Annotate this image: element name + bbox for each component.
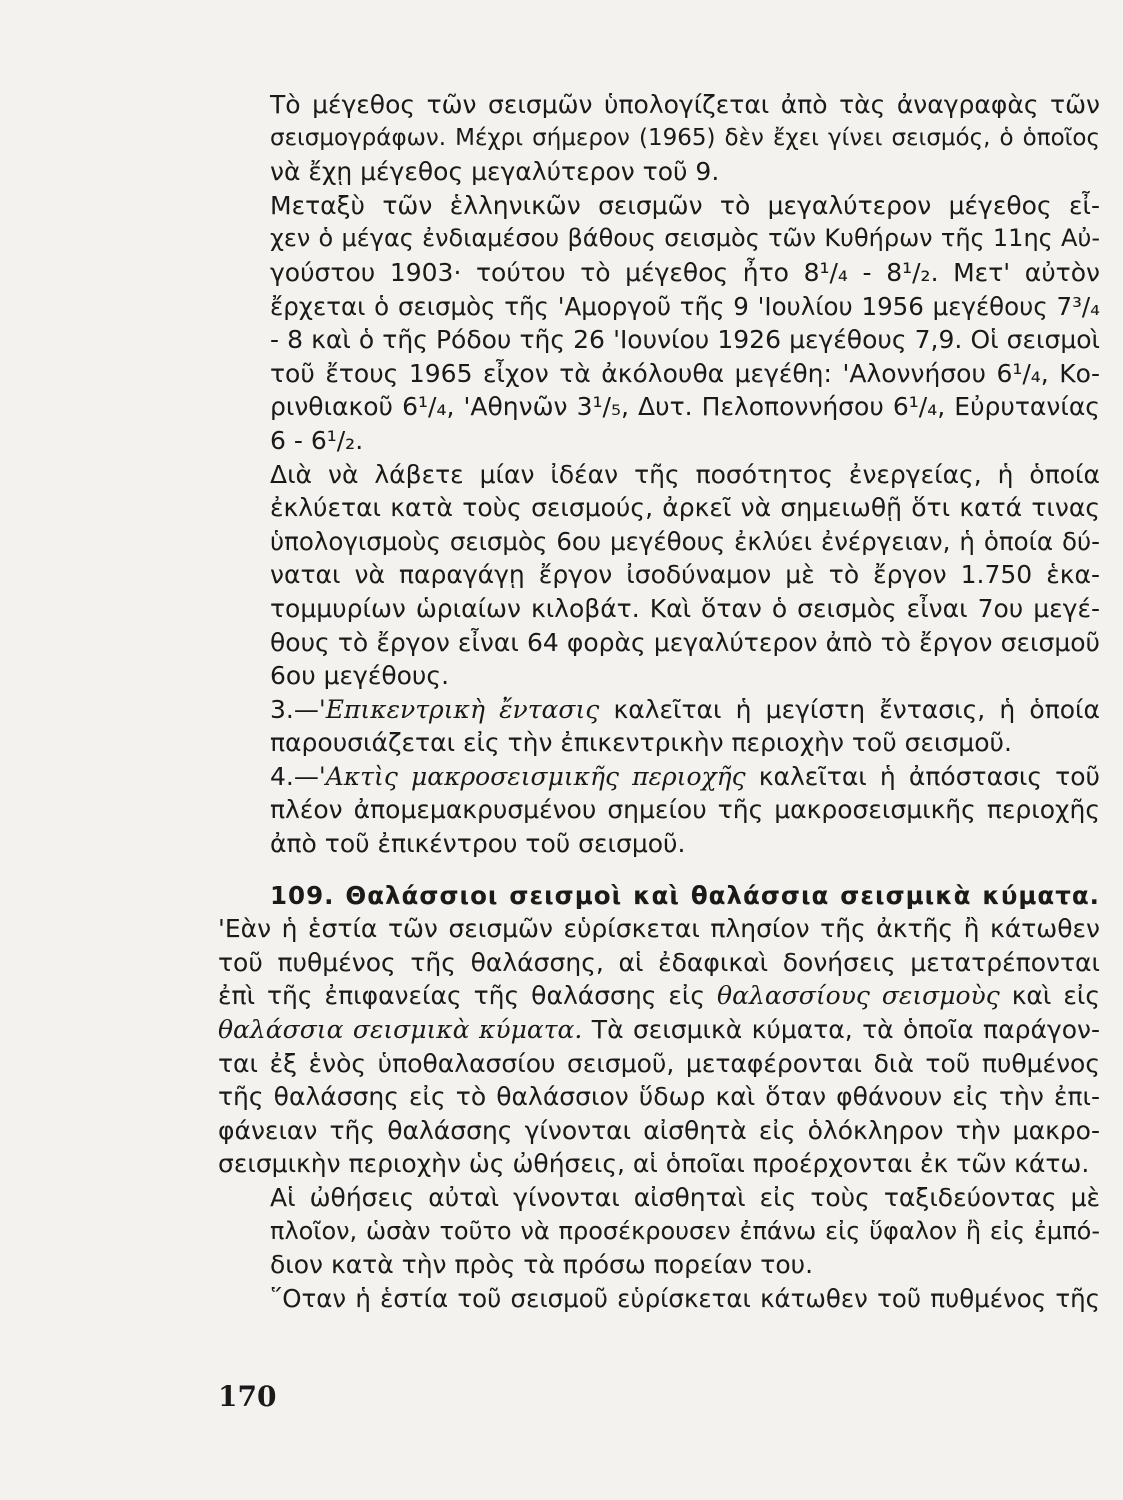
text-line: 6ου μεγέθους.	[270, 661, 450, 691]
text-line: θους τὸ ἔργον εἶναι 64 φορὰς μεγαλύτερον ἀπὸ τὸ ἔργον σεισμοῦ	[270, 627, 1100, 657]
text-line: τοῦ πυθμένος τῆς θαλάσσης, αἱ ἐδαφικαὶ δονήσεις μετατρέπονται	[218, 947, 1100, 977]
paragraph-continuation	[218, 1282, 1100, 1316]
text-line: σεισμικὴν περιοχὴν ὡς ὠθήσεις, αἱ ὁποῖαι προέρχονται ἐκ τῶν κάτω.	[218, 1149, 1090, 1179]
text-fragment: Τὰ σεισμικὰ κύματα, τὰ ὁποῖα παράγον-	[591, 1015, 1100, 1045]
text-line: πλοῖον, ὡσὰν τοῦτο νὰ προσέκρουσεν ἐπάνω εἰς ὕφαλον ἢ εἰς ἐμπό-	[270, 1216, 1100, 1245]
text-line: διον κατὰ τὴν πρὸς τὰ πρόσω πορείαν του.	[270, 1250, 814, 1280]
text-line: ῞Οταν ἡ ἑστία τοῦ σεισμοῦ εὑρίσκεται κάτωθεν τοῦ πυθμένος τῆς	[270, 1283, 1100, 1313]
defined-term: 'Ακτὶς μακροσεισμικῆς περιοχῆς	[318, 761, 746, 791]
text-line: χεν ὁ μέγας ἐνδιαμέσου βάθους σεισμὸς τῶν Κυθήρων τῆς 11ης Αὐ-	[270, 224, 1100, 253]
text-line: Μεταξὺ τῶν ἑλληνικῶν σεισμῶν τὸ μεγαλύτερον μέγεθος εἶ-	[270, 190, 1100, 220]
text-line	[218, 979, 1100, 1013]
text-line: Αἱ ὠθήσεις αὐταὶ γίνονται αἰσθηταὶ εἰς τοὺς ταξιδεύοντας μὲ	[270, 1183, 1100, 1212]
item-number: 3.—	[270, 694, 319, 724]
text-line: ἔρχεται ὁ σεισμὸς τῆς 'Αμοργοῦ τῆς 9 'Ιουλίου 1956 μεγέθους 7³/₄	[270, 291, 1100, 321]
paragraph-magnitude-calculation	[218, 88, 1100, 189]
text-line	[218, 693, 1100, 727]
text-line: 'Εὰν ἡ ἑστία τῶν σεισμῶν εὑρίσκεται πλησίον τῆς ἀκτῆς ἢ κάτωθεν	[218, 914, 1100, 944]
text-line: παρουσιάζεται εἰς τὴν ἐπικεντρικὴν περιοχὴν τοῦ σεισμοῦ.	[270, 728, 1012, 758]
italic-term: θαλασσίους σεισμοὺς	[717, 981, 1000, 1011]
text-line: γούστου 1903· τούτου τὸ μέγεθος ἦτο 8¹/₄ - 8¹/₂. Μετ' αὐτὸν	[270, 257, 1100, 287]
text-line	[218, 1013, 1100, 1047]
section-heading	[218, 879, 1100, 913]
italic-term: θαλάσσια σεισμικὰ κύματα.	[218, 1015, 583, 1045]
page-body	[218, 88, 1100, 1315]
text-line: Διὰ νὰ λάβετε μίαν ἰδέαν τῆς ποσότητος ἐνεργείας, ἡ ὁποία	[270, 459, 1100, 489]
text-line: ρινθιακοῦ 6¹/₄, 'Αθηνῶν 3¹/₅, Δυτ. Πελοποννήσου 6¹/₄, Εὐρυτανίας	[270, 392, 1100, 422]
text-line: τῆς θαλάσσης εἰς τὸ θαλάσσιον ὕδωρ καὶ ὅταν φθάνουν εἰς τὴν ἐπι-	[218, 1082, 1100, 1112]
paragraph-ship-impacts	[218, 1181, 1100, 1282]
definition-epicentral-intensity	[218, 693, 1100, 760]
text-line: - 8 καὶ ὁ τῆς Ρόδου τῆς 26 'Ιουνίου 1926 μεγέθους 7,9. Οἱ σεισμοὶ	[270, 325, 1100, 355]
text-line: 6 - 6¹/₂.	[270, 425, 364, 455]
text-line: ται ἐξ ἑνὸς ὑποθαλασσίου σεισμοῦ, μεταφέρονται διὰ τοῦ πυθμένος	[218, 1048, 1100, 1078]
paragraph-energy	[218, 458, 1100, 693]
definition-macroseismic-radius	[218, 760, 1100, 861]
item-number: 4.—	[270, 761, 319, 791]
text-line: νὰ ἔχῃ μέγεθος μεγαλύτερον τοῦ 9.	[270, 157, 720, 187]
text-line: ὑπολογισμοὺς σεισμὸς 6ου μεγέθους ἐκλύει ἐνέργειαν, ἡ ὁποία δύ-	[270, 526, 1100, 556]
text-line: σεισμογράφων. Μέχρι σήμερον (1965) δὲν ἔχει γίνει σεισμός, ὁ ὁποῖος	[270, 124, 1100, 151]
page-number: 170	[218, 1380, 277, 1413]
section-109	[218, 879, 1100, 1181]
text-line: ἀπὸ τοῦ ἐπικέντρου τοῦ σεισμοῦ.	[270, 829, 686, 859]
text-line	[218, 760, 1100, 794]
text-line: φάνειαν τῆς θαλάσσης γίνονται αἰσθητὰ εἰς ὁλόκληρον τὴν μακρο-	[218, 1115, 1100, 1145]
text-fragment: καὶ εἰς	[1011, 981, 1101, 1011]
section-heading-text: 109. Θαλάσσιοι σεισμοὶ καὶ θαλάσσια σεισμικὰ κύματα.	[270, 880, 1100, 910]
definition-text: καλεῖται ἡ ἀπόστασις τοῦ	[758, 761, 1100, 791]
text-line: πλέον ἀπομεμακρυσμένου σημείου τῆς μακροσεισμικῆς περιοχῆς	[270, 795, 1100, 825]
text-line: Τὸ μέγεθος τῶν σεισμῶν ὑπολογίζεται ἀπὸ τὰς ἀναγραφὰς τῶν	[270, 90, 1100, 119]
text-line: ἐκλύεται κατὰ τοὺς σεισμούς, ἀρκεῖ νὰ σημειωθῇ ὅτι κατά τινας	[270, 493, 1100, 523]
definition-text: καλεῖται ἡ μεγίστη ἔντασις, ἡ ὁποία	[613, 694, 1100, 724]
paragraph-greek-earthquakes	[218, 189, 1100, 458]
defined-term: 'Επικεντρικὴ ἔντασις	[318, 694, 600, 724]
text-fragment: ἐπὶ τῆς ἐπιφανείας τῆς θαλάσσης εἰς	[218, 981, 706, 1011]
section-spacer	[218, 861, 1100, 879]
text-line: τοῦ ἔτους 1965 εἶχον τὰ ἀκόλουθα μεγέθη: 'Αλοννήσου 6¹/₄, Κο-	[270, 358, 1100, 388]
text-line: ναται νὰ παραγάγῃ ἔργον ἰσοδύναμον μὲ τὸ ἔργον 1.750 ἑκα-	[270, 560, 1100, 590]
text-line: τομμυρίων ὡριαίων κιλοβάτ. Καὶ ὅταν ὁ σεισμὸς εἶναι 7ου μεγέ-	[270, 593, 1100, 623]
